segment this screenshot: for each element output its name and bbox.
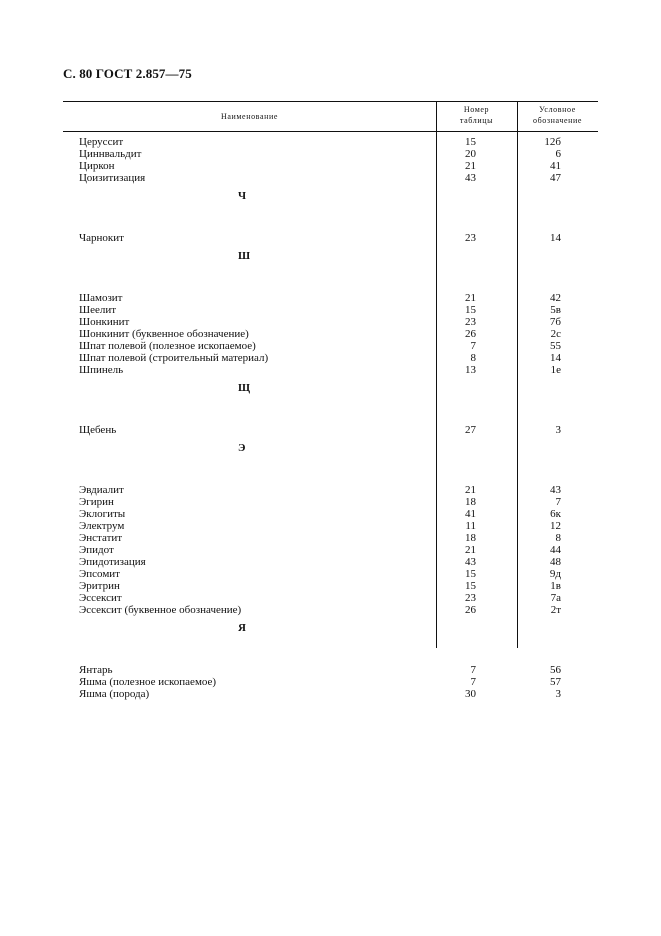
row-code: 44 [550,544,561,556]
row-table-number: 15 [465,136,476,148]
row-table-number: 18 [465,496,476,508]
row-table-number: 21 [465,484,476,496]
row-table-number: 18 [465,532,476,544]
table-row [0,508,661,520]
row-code: 57 [550,676,561,688]
row-code: 41 [550,160,561,172]
row-table-number: 15 [465,580,476,592]
row-table-number: 7 [470,676,476,688]
table-row [0,172,661,184]
row-code: 2т [550,604,561,616]
row-table-number: 30 [465,688,476,700]
table-row [0,592,661,604]
row-table-number: 11 [465,520,476,532]
row-code: 7 [555,496,561,508]
row-name: Эгирин [79,496,114,508]
row-name: Яшма (полезное ископаемое) [79,676,217,688]
table-row [0,364,661,376]
row-code: 55 [550,340,561,352]
row-code: 9д [549,568,561,580]
row-table-number: 7 [470,340,476,352]
row-name: Шамозит [79,292,123,304]
table-body [0,136,661,700]
row-table-number: 21 [465,160,476,172]
row-table-number: 26 [465,328,476,340]
row-code: 6 [555,148,561,160]
row-code: 1в [550,580,561,592]
table-row [0,316,661,328]
row-name: Чарнокит [79,232,124,244]
table-row [0,232,661,244]
row-table-number: 41 [465,508,476,520]
table-row [0,688,661,700]
row-code: 2с [550,328,561,340]
row-name: Энстатит [79,532,123,544]
table-row [0,352,661,364]
table-row [0,580,661,592]
row-code: 14 [550,352,561,364]
row-table-number: 21 [465,544,476,556]
column-header-name: Наименование [220,112,279,121]
letter-heading [0,190,661,214]
row-code: 12б [544,136,561,148]
page-header: С. 80 ГОСТ 2.857—75 [63,66,192,81]
table-row [0,424,661,436]
table-row [0,160,661,172]
letter-heading [0,382,661,406]
row-name: Эссексит [79,592,122,604]
letter-heading-text: Я [238,622,246,634]
letter-heading [0,442,661,466]
row-code: 6к [550,508,561,520]
row-table-number: 13 [465,364,476,376]
row-table-number: 23 [465,316,476,328]
row-name: Шеелит [79,304,117,316]
letter-heading-text: Э [238,442,246,454]
row-name: Шпинель [79,364,124,376]
column-header-table-number [436,104,517,126]
row-table-number: 8 [470,352,476,364]
row-code: 1е [550,364,561,376]
column-header-code [517,104,598,126]
row-name: Эритрин [79,580,120,592]
column-header-code-line1: Условное [539,105,576,114]
table-row [0,136,661,148]
row-table-number: 43 [465,172,476,184]
row-name: Шпат полевой (полезное ископаемое) [79,340,256,352]
row-name: Эвдиалит [79,484,124,496]
row-code: 7а [550,592,561,604]
row-table-number: 20 [465,148,476,160]
row-code: 8 [555,532,561,544]
row-name: Эссексит (буквенное обозначение) [79,604,242,616]
table-row [0,148,661,160]
table-row [0,328,661,340]
row-name: Янтарь [79,664,113,676]
column-header-code-line2: обозначение [532,116,583,125]
table-row [0,604,661,616]
row-code: 7б [549,316,561,328]
table-row [0,496,661,508]
table-row [0,484,661,496]
row-table-number: 7 [470,664,476,676]
row-name: Эпсомит [79,568,120,580]
row-name: Электрум [79,520,125,532]
row-name: Эклогиты [79,508,126,520]
row-name: Шонкинит [79,316,130,328]
row-table-number: 23 [465,232,476,244]
row-code: 3 [555,424,561,436]
row-code: 48 [550,556,561,568]
row-code: 3 [555,688,561,700]
table-row [0,292,661,304]
row-table-number: 15 [465,304,476,316]
column-header-table-line1: Номер [463,105,490,114]
table-row [0,568,661,580]
row-name: Шпат полевой (строительный материал) [79,352,269,364]
row-name: Эпидотизация [79,556,146,568]
column-header-table-line2: таблицы [459,116,494,125]
row-table-number: 15 [465,568,476,580]
row-code: 43 [550,484,561,496]
table-row [0,664,661,676]
letter-heading [0,622,661,646]
row-name: Яшма (порода) [79,688,150,700]
row-table-number: 43 [465,556,476,568]
row-name: Эпидот [79,544,114,556]
row-name: Щебень [79,424,117,436]
table-row [0,340,661,352]
letter-heading-text: Ш [238,250,251,262]
row-code: 5в [550,304,561,316]
table-row [0,532,661,544]
letter-heading-text: Щ [238,382,251,394]
row-name: Шонкинит (буквенное обозначение) [79,328,249,340]
table-row [0,544,661,556]
row-table-number: 27 [465,424,476,436]
row-code: 42 [550,292,561,304]
row-name: Циннвальдит [79,148,142,160]
letter-heading-text: Ч [238,190,247,202]
table-row [0,304,661,316]
row-code: 12 [550,520,561,532]
table-row [0,520,661,532]
row-table-number: 23 [465,592,476,604]
row-table-number: 21 [465,292,476,304]
row-name: Церуссит [79,136,124,148]
row-code: 14 [550,232,561,244]
letter-heading [0,250,661,274]
table-row [0,676,661,688]
row-name: Циркон [79,160,115,172]
table-row [0,556,661,568]
row-name: Цоизитизация [79,172,146,184]
row-code: 47 [550,172,561,184]
row-code: 56 [550,664,561,676]
row-table-number: 26 [465,604,476,616]
